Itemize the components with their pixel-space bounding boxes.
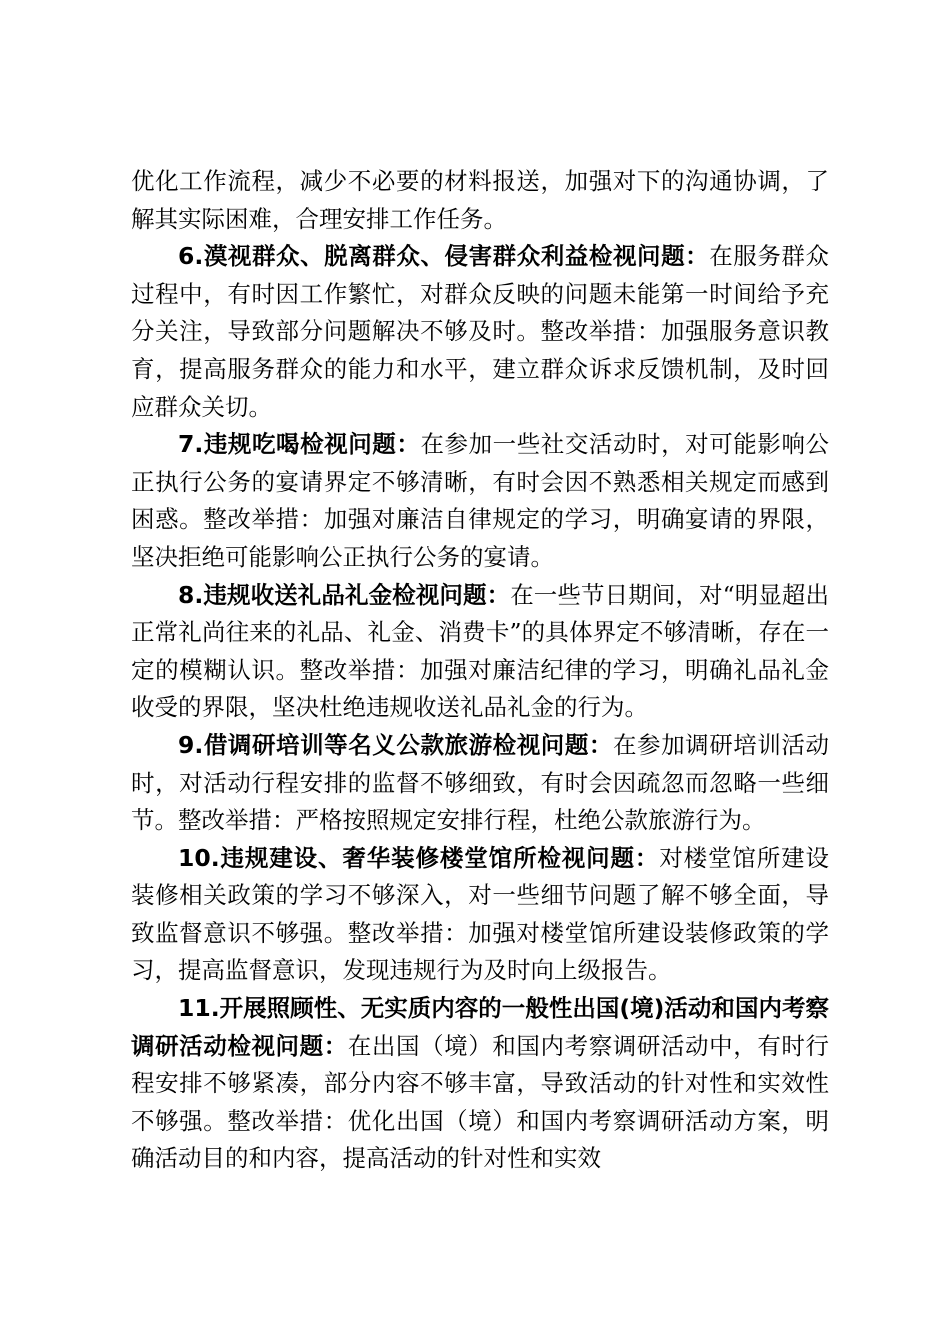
item-9-paragraph [131, 727, 829, 840]
item-11-body: 在出国（境）和国内考察调研活动中，有时行程安排不够紧凑，部分内容不够丰富，导致活动的针对性和实效性不够强。整改举措：优化出国（境）和国内考察调研活动方案，明确活动目的和内容，提高活动的针对性和实效 [131, 1031, 830, 1173]
item-8-body: 在一些节日期间，对“明显超出正常礼尚往来的礼品、礼金、消费卡”的具体界定不够清晰，存在一定的模糊认识。整改举措：加强对廉洁纪律的学习，明确礼品礼金收受的界限，坚决杜绝违规收送礼品礼金的行为。 [131, 580, 830, 722]
item-10-paragraph [131, 840, 829, 990]
item-7-heading: 7.违规吃喝检视问题： [178, 430, 421, 459]
item-9-heading: 9.借调研培训等名义公款旅游检视问题： [178, 730, 613, 759]
intro-paragraph: 优化工作流程，减少不必要的材料报送，加强对下的沟通协调，了解其实际困难，合理安排工作任务。 [131, 167, 829, 233]
item-7-body: 在参加一些社交活动时，对可能影响公正执行公务的宴请界定不够清晰，有时会因不熟悉相关规定而感到困惑。整改举措：加强对廉洁自律规定的学习，明确宴请的界限，坚决拒绝可能影响公正执行公务的宴请。 [131, 430, 830, 571]
item-8-paragraph [131, 577, 829, 727]
document-page [131, 163, 829, 1178]
item-10-body: 对楼堂馆所建设装修相关政策的学习不够深入，对一些细节问题了解不够全面，导致监督意识不够强。整改举措：加强对楼堂馆所建设装修政策的学习，提高监督意识，发现违规行为及时向上级报告。 [131, 843, 829, 985]
item-8-heading: 8.违规收送礼品礼金检视问题： [178, 580, 511, 609]
item-9-body: 在参加调研培训活动时，对活动行程安排的监督不够细致，有时会因疏忽而忽略一些细节。整改举措：严格按照规定安排行程，杜绝公款旅游行为。 [131, 730, 829, 835]
item-11-heading: 11.开展照顾性、无实质内容的一般性出国(境)活动和国内考察调研活动检视问题： [131, 994, 829, 1060]
item-7-paragraph [131, 426, 829, 576]
item-10-heading: 10.违规建设、奢华装修楼堂馆所检视问题： [178, 843, 660, 872]
item-6-body: 在服务群众过程中，有时因工作繁忙，对群众反映的问题未能第一时间给予充分关注，导致部分问题解决不够及时。整改举措：加强服务意识教育，提高服务群众的能力和水平，建立群众诉求反馈机制，及时回应群众关切。 [131, 242, 829, 421]
item-11-paragraph [131, 990, 829, 1178]
item-6-heading: 6.漠视群众、脱离群众、侵害群众利益检视问题： [178, 242, 710, 271]
item-6-paragraph [131, 238, 829, 426]
